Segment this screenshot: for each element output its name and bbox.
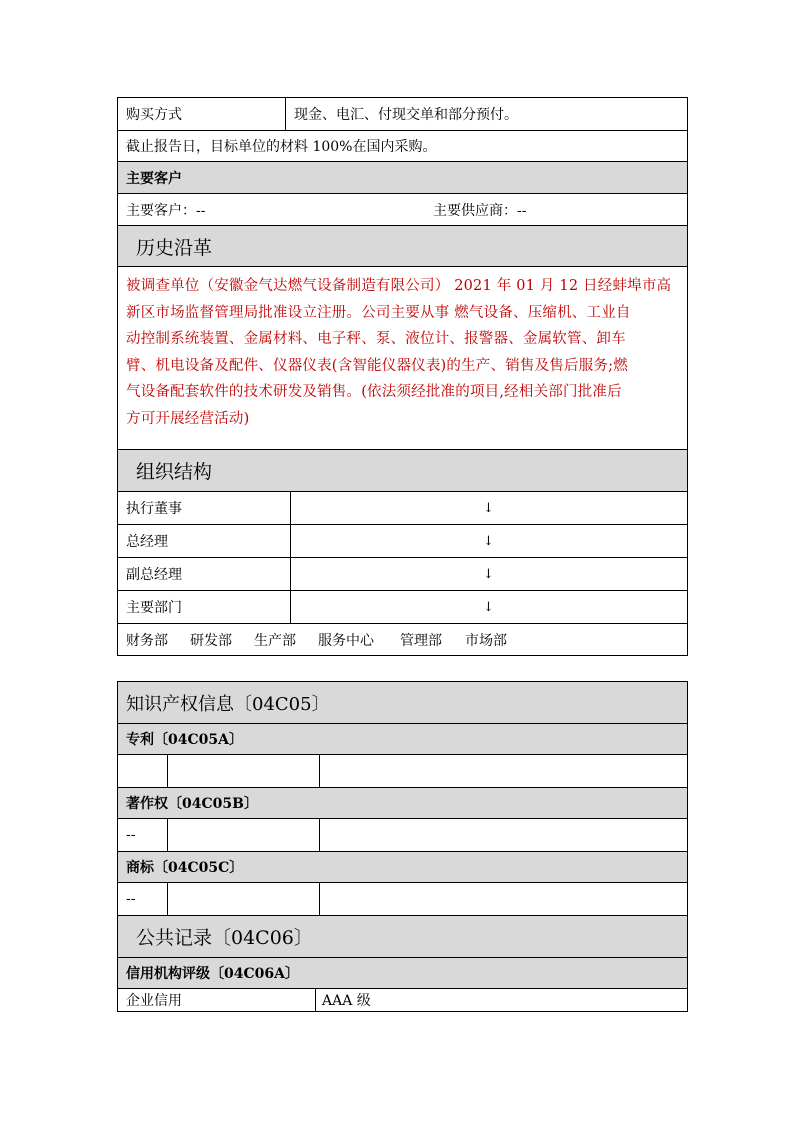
history-line: 臂、机电设备及配件、仪器仪表(含智能仪器仪表)的生产、销售及售后服务;燃	[126, 357, 628, 374]
patent-data-row	[117, 755, 688, 788]
purchase-method-value: 现金、电汇、付现交单和部分预付。	[294, 107, 518, 123]
history-line: 动控制系统装置、金属材料、电子秤、泵、液位计、报警器、金属软管、卸车	[126, 331, 626, 347]
department-item: 市场部	[465, 632, 507, 649]
credit-rating-header-row	[117, 958, 688, 989]
credit-rating-header: 信用机构评级〔04C06A〕	[126, 966, 299, 982]
trademark-header: 商标〔04C05C〕	[126, 860, 244, 876]
history-header: 历史沿革	[136, 236, 213, 259]
credit-rating-value: AAA 级	[322, 993, 371, 1009]
department-item: 财务部	[126, 632, 168, 649]
cell-divider	[167, 755, 168, 787]
main-customers-header-row	[117, 162, 688, 194]
history-paragraph-row	[117, 267, 688, 450]
org-header: 组织结构	[136, 461, 213, 483]
credit-rating-row	[117, 989, 688, 1012]
down-arrow-icon: ↓	[483, 599, 494, 615]
material-note-row	[117, 131, 688, 162]
org-row	[117, 591, 688, 624]
copyright-cell: --	[126, 827, 136, 843]
org-row-label: 主要部门	[126, 600, 182, 616]
history-line: 气设备配套软件的技术研发及销售。(依法须经批准的项目,经相关部门批准后	[126, 384, 622, 400]
purchase-method-row	[117, 98, 688, 131]
down-arrow-icon: ↓	[483, 500, 494, 516]
patent-header-row	[117, 724, 688, 755]
company-info-table	[117, 97, 688, 656]
trademark-cell: --	[126, 891, 136, 907]
trademark-header-row	[117, 852, 688, 883]
main-suppliers-value: 主要供应商：--	[433, 202, 527, 219]
copyright-header: 著作权〔04C05B〕	[126, 796, 258, 812]
cell-divider	[167, 883, 168, 915]
org-row-label: 副总经理	[126, 567, 182, 583]
copyright-data-row	[117, 819, 688, 852]
main-customers-value: 主要客户：--	[126, 202, 206, 219]
patent-header: 专利〔04C05A〕	[126, 732, 243, 748]
org-row-label: 执行董事	[126, 501, 182, 517]
ip-header: 知识产权信息〔04C05〕	[126, 693, 330, 715]
public-records-header: 公共记录〔04C06〕	[136, 927, 313, 949]
credit-rating-label: 企业信用	[126, 993, 182, 1009]
org-row-label: 总经理	[126, 534, 168, 550]
history-line: 方可开展经营活动)	[126, 410, 250, 427]
public-records-header-row	[117, 916, 688, 958]
copyright-header-row	[117, 788, 688, 819]
org-row	[117, 492, 688, 525]
main-customers-row	[117, 194, 688, 226]
cell-divider	[315, 989, 316, 1011]
department-item: 服务中心	[318, 632, 374, 649]
org-row	[117, 525, 688, 558]
cell-divider	[319, 883, 320, 915]
main-customers-header: 主要客户	[126, 170, 182, 187]
history-line: 被调查单位（安徽金气达燃气设备制造有限公司） 2021 年 01 月 12 日经蚌埠市高	[126, 278, 672, 294]
org-header-row	[117, 450, 688, 492]
cell-divider	[319, 755, 320, 787]
org-row	[117, 558, 688, 591]
department-item: 管理部	[400, 632, 442, 649]
history-header-row	[117, 226, 688, 267]
department-item: 生产部	[254, 632, 296, 649]
down-arrow-icon: ↓	[483, 533, 494, 549]
down-arrow-icon: ↓	[483, 566, 494, 582]
trademark-data-row	[117, 883, 688, 916]
ip-public-records-table	[117, 681, 688, 1012]
department-item: 研发部	[190, 632, 232, 649]
departments-row	[117, 624, 688, 656]
history-line: 新区市场监督管理局批准设立注册。公司主要从事 燃气设备、压缩机、工业自	[126, 304, 631, 321]
cell-divider	[319, 819, 320, 851]
ip-header-row	[117, 682, 688, 724]
purchase-method-label: 购买方式	[126, 107, 182, 123]
purchase-method-divider	[285, 98, 286, 130]
history-paragraph	[118, 267, 687, 438]
cell-divider	[167, 819, 168, 851]
material-note-text: 截止报告日，目标单位的材料 100%在国内采购。	[126, 139, 437, 155]
